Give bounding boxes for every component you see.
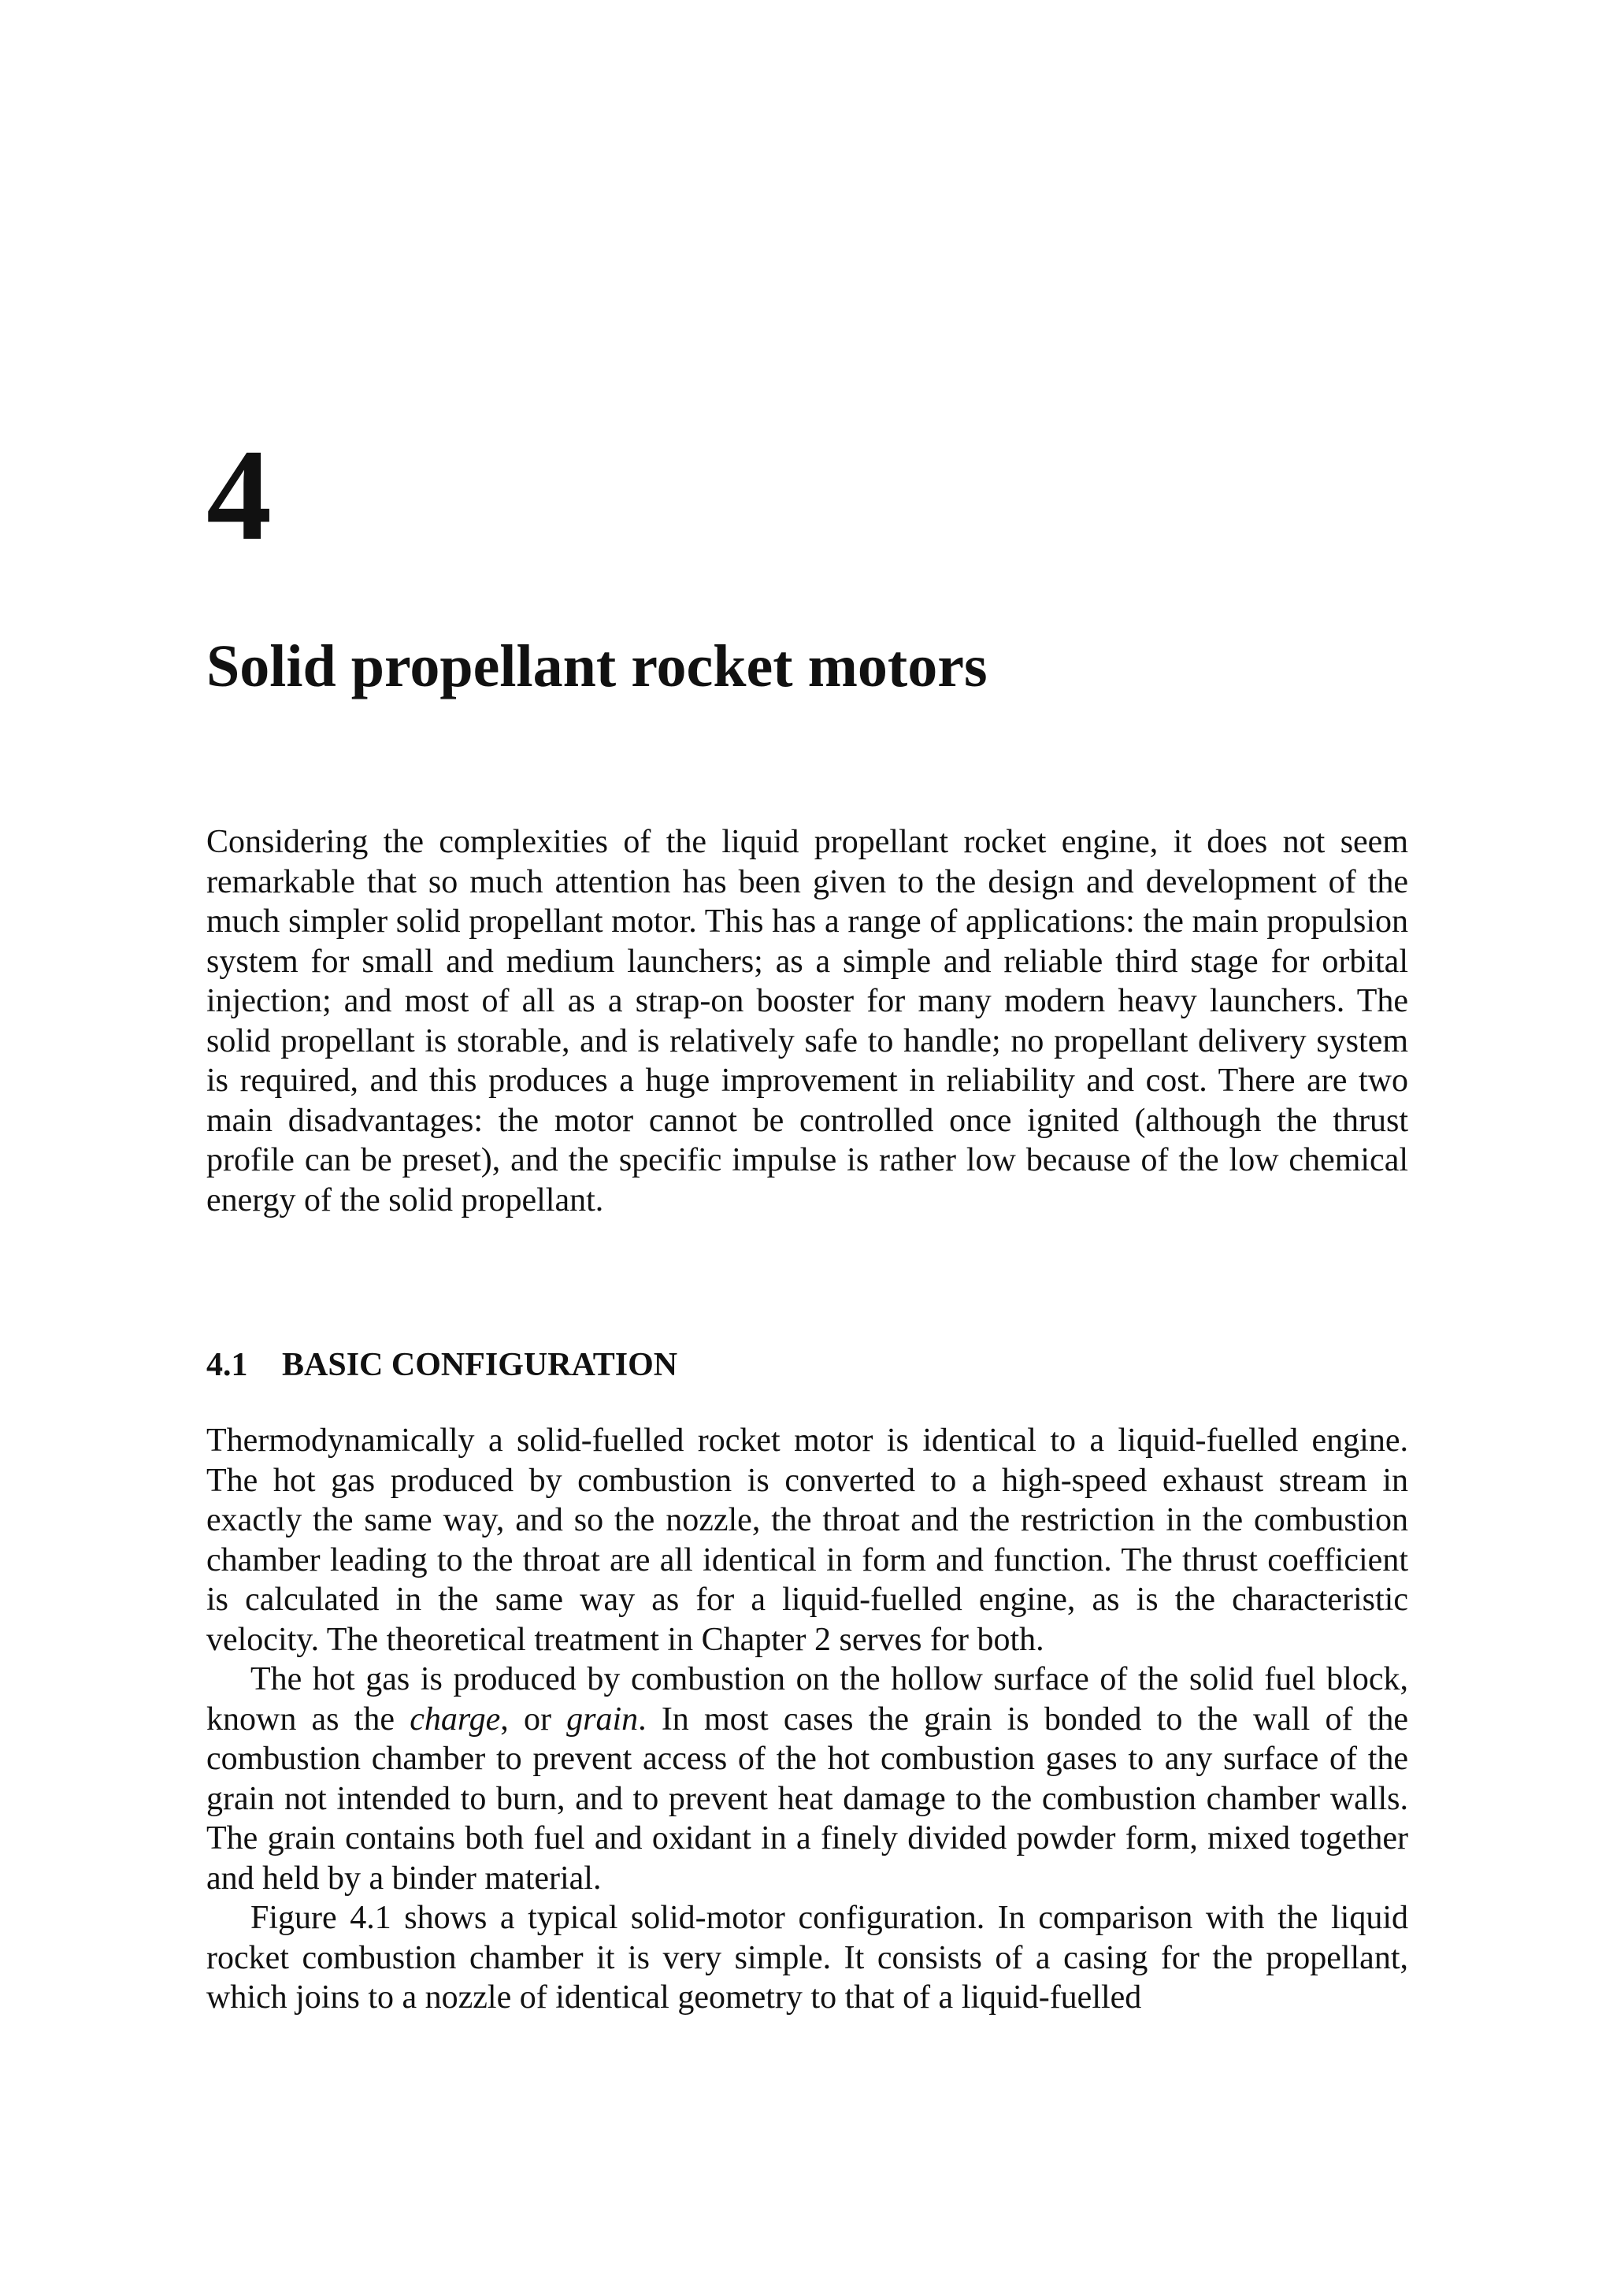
term-charge: charge	[410, 1701, 501, 1738]
section-number: 4.1	[206, 1347, 248, 1383]
intro-paragraph: Considering the complexities of the liquid propellant rocket engine, it does not seem remarkable that so much attention has been given to the design and development of the much simpler solid propellant motor. This has a range of applications: the main propulsion system for small and medium launchers; as a simple and reliable third stage for orbital injection; and most of all as a strap-on booster for many modern heavy launchers. The solid propellant is storable, and is relatively safe to handle; no propellant delivery system is required, and this produces a huge improvement in reliability and cost. There are two main disadvantages: the motor cannot be controlled once ignited (although the thrust profile can be preset), and the specific impulse is rather low because of the low chemical energy of the solid propellant.	[206, 824, 1408, 1218]
body-paragraph-2-part-1: The hot gas is produced by combustion on the hollow surface of the solid fuel block, known as the	[206, 1661, 1408, 1738]
body-paragraph-2-part-3: . In most cases the grain is bonded to the wall of the combustion chamber to prevent access of the hot combustion gases to any surface of the grain not intended to burn, and to prevent heat damage to the combustion chamber walls. The grain contains both fuel and oxidant in a finely divided powder form, mixed together and held by a binder material.	[206, 1701, 1408, 1897]
section-heading	[206, 1345, 677, 1385]
chapter-number: 4	[206, 422, 272, 567]
term-grain: grain	[566, 1701, 639, 1738]
chapter-title: Solid propellant rocket motors	[206, 633, 988, 699]
intro-text	[206, 822, 1408, 1220]
body-paragraph-1: Thermodynamically a solid-fuelled rocket motor is identical to a liquid-fuelled engine. The hot gas produced by combustion is converted to a high-speed exhaust stream in exactly the same way, and so the nozzle, the throat and the restriction in the combustion chamber leading to the throat are all identical in form and function. The thrust coefficient is calculated in the same way as for a liquid-fuelled engine, as is the characteristic velocity. The theoretical treatment in Chapter 2 serves for both.	[206, 1422, 1408, 1658]
body-paragraph-2-part-2: , or	[500, 1701, 567, 1738]
section-body	[206, 1421, 1408, 2018]
body-paragraph-3: Figure 4.1 shows a typical solid-motor configuration. In comparison with the liquid rocket combustion chamber it is very simple. It consists of a casing for the propellant, which joins to a nozzle of identical geometry to that of a liquid-fuelled	[206, 1900, 1408, 2016]
section-title: BASIC CONFIGURATION	[282, 1347, 678, 1383]
body-paragraph-2	[206, 1660, 1408, 1898]
